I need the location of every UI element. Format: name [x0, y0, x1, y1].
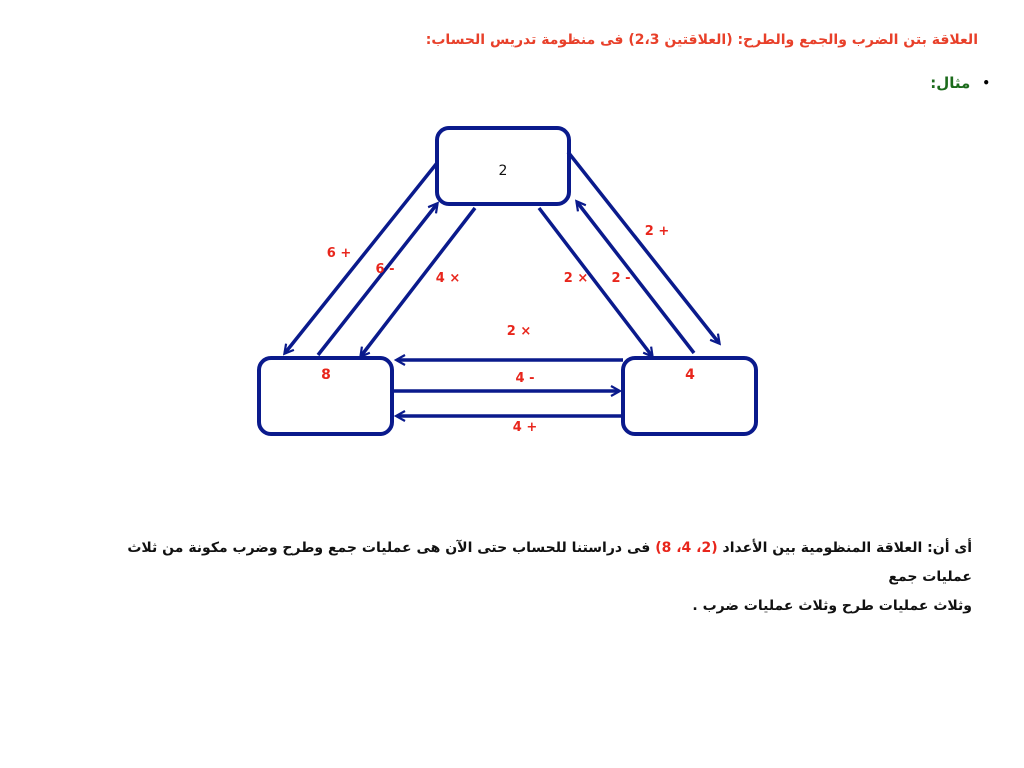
op-label-bottom-sub: 4 - — [515, 371, 535, 386]
arrow-top-to-right-add — [568, 152, 719, 343]
node-value-left: 8 — [321, 367, 331, 383]
op-label-top-right-add: 2 + — [644, 224, 670, 239]
conclusion-line-2: وثلاث عمليات طرح وثلاث عمليات ضرب . — [692, 598, 972, 614]
op-label-top-right-mul: 2 × — [563, 271, 589, 286]
op-label-top-left-mul: 4 × — [435, 271, 461, 286]
arrow-top-to-right-mul — [539, 208, 652, 356]
conclusion-numbers: (2، 4، 8) — [655, 540, 718, 556]
conclusion-line-1 — [92, 534, 972, 592]
op-label-top-left-add: 6 + — [326, 246, 352, 261]
example-label: مثال: — [930, 74, 971, 92]
bullet-icon: • — [982, 76, 990, 90]
node-value-top: 2 — [498, 163, 508, 179]
conclusion-paragraph — [92, 534, 972, 621]
arrow-top-to-left-add — [285, 163, 437, 353]
op-label-bottom-add: 4 + — [512, 420, 538, 435]
node-value-right: 4 — [685, 367, 695, 383]
conclusion-line-1-start: أى أن: العلاقة المنظومية بين الأعداد — [722, 540, 972, 556]
op-label-top-left-sub: 6 - — [375, 262, 395, 277]
page-heading: العلاقة بتن الضرب والجمع والطرح: (العلاقتين 2،3) فى منظومة تدريس الحساب: — [425, 32, 978, 48]
conclusion-line-1-end: فى دراستنا للحساب حتى الآن هى عمليات جمع وطرح وضرب مكونة من ثلاث عمليات جمع — [127, 540, 972, 585]
arrow-right-to-top-sub — [577, 202, 694, 353]
op-label-bottom-mul: 2 × — [506, 324, 532, 339]
op-label-top-right-sub: 2 - — [611, 271, 631, 286]
